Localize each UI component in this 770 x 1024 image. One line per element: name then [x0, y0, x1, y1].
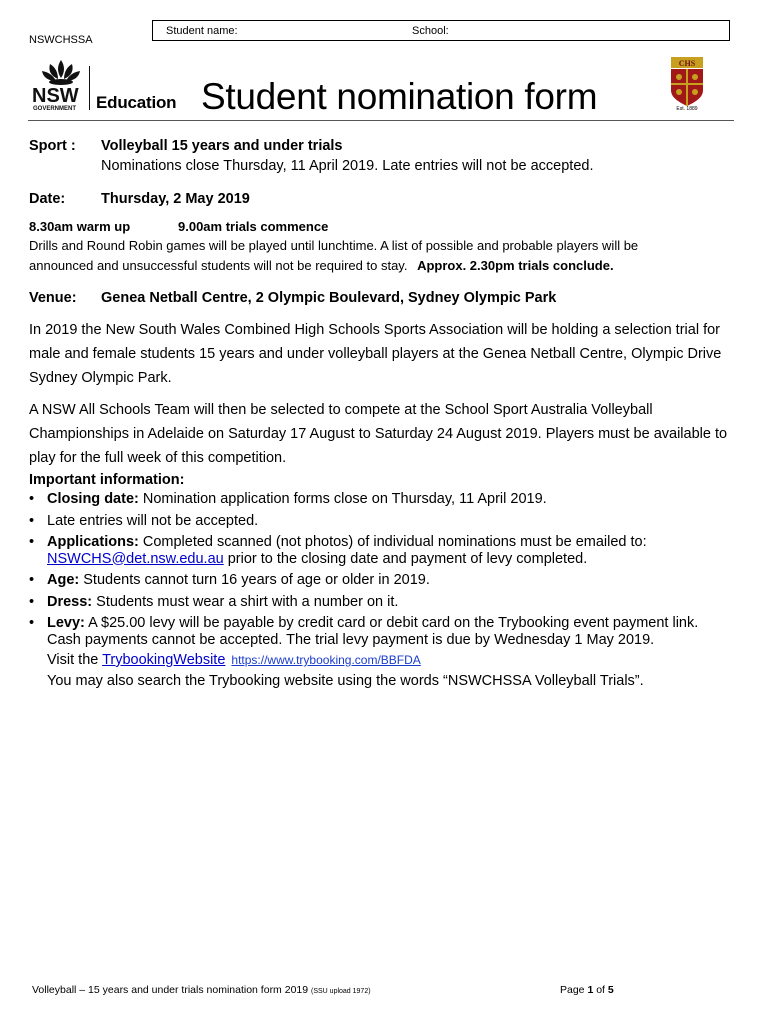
levy-label: Levy: — [47, 615, 85, 631]
page-total: 5 — [607, 984, 614, 996]
header-rule — [28, 120, 734, 121]
applications-text: Completed scanned (not photos) of individual nominations must be emailed to: — [138, 534, 647, 550]
list-item-age — [29, 572, 729, 589]
list-item-levy — [29, 615, 729, 689]
visit-line — [47, 652, 729, 669]
student-name-label: Student name: — [166, 25, 238, 37]
email-link[interactable]: NSWCHS@det.nsw.edu.au — [47, 550, 224, 567]
bullet: • — [29, 615, 35, 631]
list-item-applications — [29, 534, 729, 567]
dress-text: Students must wear a shirt with a number on it. — [92, 593, 399, 610]
important-heading: Important information: — [29, 472, 185, 488]
org-name: NSWCHSSA — [29, 34, 93, 46]
sport-note: Nominations close Thursday, 11 April 2019. Late entries will not be accepted. — [101, 158, 594, 174]
schedule-line-2 — [29, 258, 614, 273]
bullet: • — [29, 593, 35, 610]
venue-value: Genea Netball Centre, 2 Olympic Boulevard, Sydney Olympic Park — [101, 290, 557, 306]
bullet: • — [29, 491, 35, 507]
age-label: Age: — [47, 572, 80, 588]
trials-conclude: Approx. 2.30pm trials conclude. — [417, 258, 614, 273]
logo-text: NSW — [32, 85, 79, 107]
schedule-line-2-text: announced and unsuccessful students will not be required to stay. — [29, 258, 408, 273]
important-list — [29, 491, 729, 694]
warmup-time: 8.30am warm up — [29, 219, 131, 234]
crest-est: Est. 1889 — [676, 106, 698, 112]
late-entries-text: Late entries will not be accepted. — [47, 512, 259, 529]
footer-title-text: Volleyball – 15 years and under trials nomination form 2019 — [32, 984, 309, 996]
bullet: • — [29, 534, 35, 550]
chs-crest — [668, 56, 706, 117]
footer-document-title — [32, 984, 371, 996]
date-value: Thursday, 2 May 2019 — [101, 191, 250, 207]
nsw-government-logo — [30, 56, 92, 117]
levy-text: A $25.00 levy will be payable by credit card or debit card on the Trybooking event payment link. Cash payments cannot be accepted. The trial levy payment is due by Wednesday 1 May 2019. — [47, 615, 699, 648]
sport-label: Sport : — [29, 138, 76, 154]
logo-divider — [89, 66, 90, 110]
paragraph-selection-trial: In 2019 the New South Wales Combined High Schools Sports Association will be holding a selection trial for male and female students 15 years and under volleyball players at the Genea Netball Centre, Olympic Drive Sydney Olympic Park. — [29, 322, 722, 386]
school-label: School: — [412, 25, 449, 37]
student-school-box — [152, 20, 730, 41]
logo-subtext: GOVERNMENT — [33, 106, 77, 112]
of-word: of — [593, 984, 608, 996]
footer-upload-note: (SSU upload 1972) — [311, 988, 371, 995]
dress-label: Dress: — [47, 593, 93, 610]
education-wordmark: Education — [96, 93, 177, 112]
page-current: 1 — [587, 984, 594, 996]
trials-time: 9.00am trials commence — [178, 219, 329, 234]
trybooking-url[interactable]: https://www.trybooking.com/BBFDA — [231, 653, 421, 667]
age-text: Students cannot turn 16 years of age or older in 2019. — [79, 572, 430, 588]
page-title: Student nomination form — [201, 76, 598, 117]
crest-letters: CHS — [678, 59, 696, 68]
search-note: You may also search the Trybooking website using the words “NSWCHSSA Volleyball Trials”. — [47, 672, 644, 689]
list-item-closing-date — [29, 491, 729, 508]
visit-prefix: Visit the — [47, 652, 103, 668]
venue-label: Venue: — [29, 290, 77, 306]
applications-after: prior to the closing date and payment of levy completed. — [223, 550, 588, 567]
sport-value: Volleyball 15 years and under trials — [101, 138, 343, 154]
date-label: Date: — [29, 191, 66, 207]
list-item-dress — [29, 594, 729, 611]
applications-label: Applications: — [47, 534, 139, 550]
list-item-late-entries — [29, 513, 729, 530]
closing-date-text: Nomination application forms close on Thursday, 11 April 2019. — [138, 491, 547, 507]
page-number — [560, 984, 614, 996]
trybooking-link[interactable]: TrybookingWebsite — [102, 652, 226, 668]
page-word: Page — [560, 984, 588, 996]
schedule-line-1: Drills and Round Robin games will be played until lunchtime. A list of possible and probable players will be — [29, 238, 639, 253]
closing-date-label: Closing date: — [47, 491, 139, 507]
bullet: • — [29, 572, 35, 588]
paragraph-all-schools-team: A NSW All Schools Team will then be selected to compete at the School Sport Australia Volleyball Championships in Adelaide on Saturday 17 August to Saturday 24 August 2019. Players must be available to play for the full week of this competition. — [29, 402, 728, 466]
bullet: • — [29, 512, 35, 529]
